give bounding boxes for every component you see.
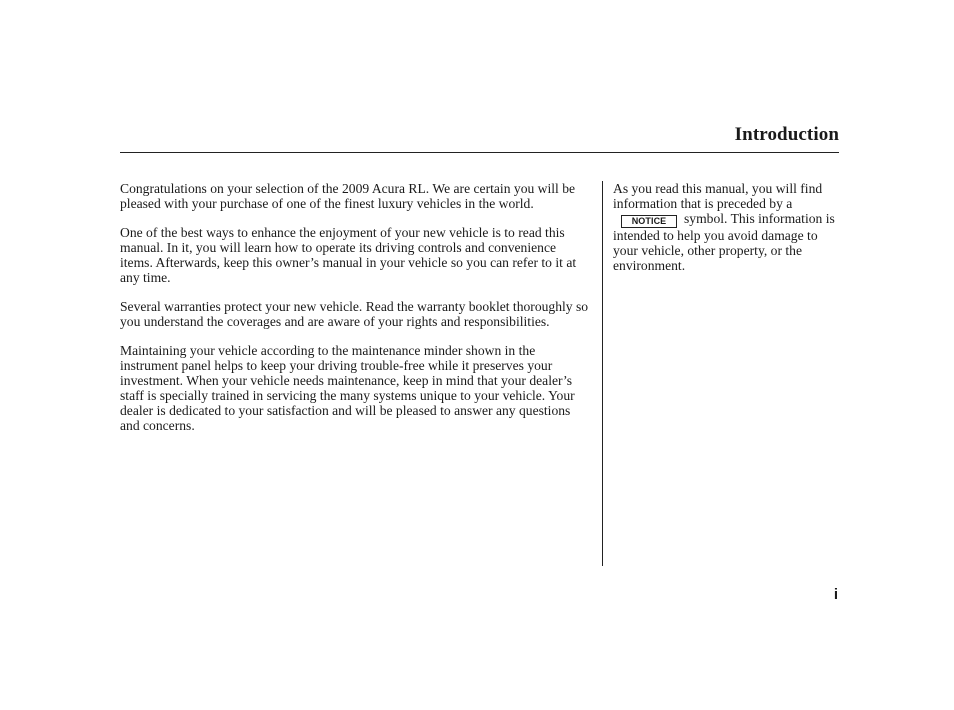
paragraph-manual: One of the best ways to enhance the enjoyment of your new vehicle is to read this manual. In it, you will learn how to operate its driving controls and convenience items. Afterwards, keep this owner’s manual in your vehicle so you can refer to it at any time. [120, 225, 577, 285]
page-title: Introduction [734, 124, 839, 145]
paragraph-warranties: Several warranties protect your new vehicle. Read the warranty booklet thoroughly so you understand the coverages and are aware of your rights and responsibilities. [120, 299, 589, 329]
paragraph-congratulations: Congratulations on your selection of the 2009 Acura RL. We are certain you will be pleased with your purchase of one of the finest luxury vehicles in the world. [120, 181, 576, 211]
paragraph-notice-info [613, 181, 843, 273]
notice-text-before: As you read this manual, you will find information that is preceded by a [613, 181, 823, 211]
notice-text-after: symbol. This information is intended to help you avoid damage to your vehicle, other property, or the environment. [613, 211, 835, 273]
page-number: i [833, 586, 838, 603]
left-column [120, 181, 590, 447]
notice-symbol: NOTICE [621, 215, 677, 228]
column-divider [602, 181, 603, 566]
header-rule [120, 152, 839, 153]
right-column [613, 181, 843, 287]
paragraph-maintenance: Maintaining your vehicle according to the maintenance minder shown in the instrument panel helps to keep your driving trouble-free while it preserves your investment. When your vehicle needs maintenance, keep in mind that your dealer’s staff is specially trained in servicing the many systems unique to your vehicle. Your dealer is dedicated to your satisfaction and will be pleased to answer any questions and concerns. [120, 343, 575, 433]
